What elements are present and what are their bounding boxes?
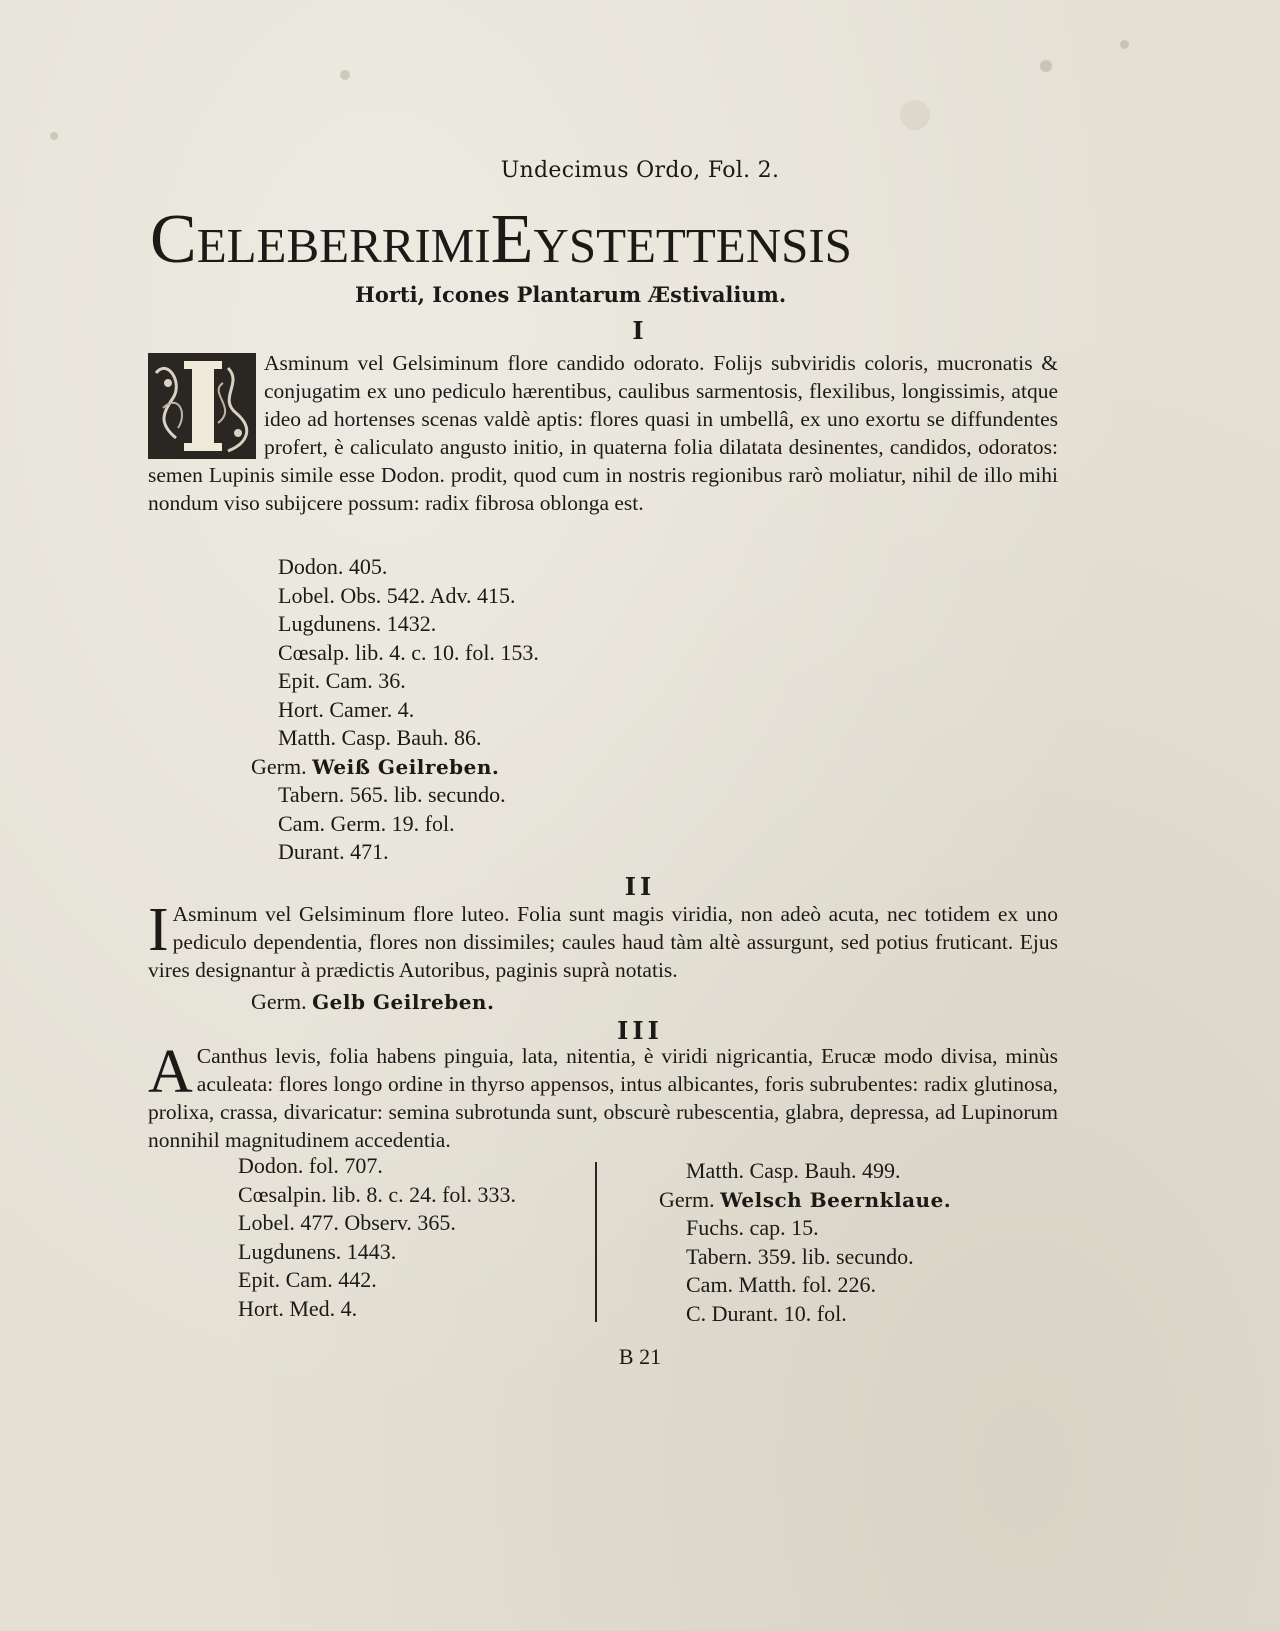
reference-line: Cœsalpin. lib. 8. c. 24. fol. 333. <box>238 1181 517 1207</box>
section-3-references-left <box>238 1152 516 1323</box>
paper-spot <box>1120 40 1129 49</box>
reference-line: Lobel. Obs. 542. Adv. 415. <box>278 582 516 608</box>
reference-line: Tabern. 565. lib. secundo. <box>278 782 506 807</box>
column-divider <box>595 1162 597 1322</box>
germ-label: Germ. <box>251 989 307 1014</box>
german-name-line <box>251 988 494 1017</box>
section-2-references <box>251 988 495 1017</box>
reference-line: Hort. Camer. 4. <box>278 696 415 722</box>
reference-line: Lugdunens. 1443. <box>238 1238 397 1264</box>
german-name-line <box>251 753 539 782</box>
reference-line: C. Durant. 10. fol. <box>686 1300 847 1326</box>
reference-line: Lugdunens. 1432. <box>278 611 437 636</box>
reference-line: Fuchs. cap. 15. <box>686 1215 819 1240</box>
page-title <box>150 200 1070 280</box>
title-word-1: Celeberrimi <box>150 201 491 278</box>
dropcap-letter: I <box>148 896 169 964</box>
german-name: Weiß Geilreben. <box>312 754 500 779</box>
section-2-paragraph <box>148 896 1058 984</box>
reference-line: Cam. Matth. fol. 226. <box>686 1272 877 1297</box>
section-3-text: Canthus levis, folia habens pinguia, lata, nitentia, è viridi nigricantia, Erucæ modo divisa, minùs aculeata: flores longo ordine in thyrso appensos, intus albicantes, foris subrubentes: radix glutinosa, prolixa, crassa, divaricatur: semina subrotunda sunt, obscurè rubescentia, glabra, depressa, ad Lupinorum nonnihil magnitudinem accedentia. <box>148 1044 1058 1152</box>
reference-line: Matth. Casp. Bauh. 499. <box>686 1158 901 1183</box>
section-3-paragraph <box>148 1038 1058 1154</box>
reference-line: Dodon. fol. 707. <box>238 1153 383 1178</box>
section-1-text: Asminum vel Gelsiminum flore candido odorato. Folijs subviridis coloris, mucronatis & conjugatim ex uno pediculo hærentibus, caulibus sarmentosis, flexilibus, longissimis, atque ideo ad hortenses scenas valdè aptis: flores quasi in umbellâ, ex uno exortu se diffundentes profert, è caliculato angusto initio, in quaterna folia dilatata desinentes, candidos, odoratos: semen Lupinis simile esse Dodon. prodit, quod cum in nostris regionibus rarò moliatur, nihil de illo mihi nondum viso subijcere possum: radix fibrosa oblonga est. <box>148 351 1058 515</box>
title-word-2: Eystettensis <box>490 201 852 278</box>
german-name: Welsch Beernklaue. <box>720 1187 952 1212</box>
reference-line: Lobel. 477. Observ. 365. <box>238 1210 456 1235</box>
dropcap-letter: A <box>148 1038 193 1106</box>
section-3-references-right <box>659 1157 952 1328</box>
germ-label: Germ. <box>659 1186 715 1212</box>
section-1-references <box>251 553 539 867</box>
reference-line: Epit. Cam. 442. <box>238 1267 377 1292</box>
reference-line: Cœsalp. lib. 4. c. 10. fol. 153. <box>278 639 539 665</box>
section-numeral-3: III <box>617 1016 663 1045</box>
reference-line: Cam. Germ. 19. fol. <box>278 810 455 836</box>
reference-line: Tabern. 359. lib. secundo. <box>686 1243 914 1269</box>
germ-label: Germ. <box>251 753 307 779</box>
reference-line: Matth. Casp. Bauh. 86. <box>278 725 482 750</box>
german-name-line <box>659 1186 951 1215</box>
subtitle: Horti, Icones Plantarum Æstivalium. <box>355 282 787 307</box>
reference-line: Durant. 471. <box>278 839 389 864</box>
section-2-text: Asminum vel Gelsiminum flore luteo. Folia sunt magis viridia, non adeò acuta, nec totidem ex uno pediculo dependentia, flores non dissimiles; caules haud tàm altè assurgunt, sed potius fruticant. Ejus vires designantur à prædictis Autoribus, paginis suprà notatis. <box>148 902 1058 982</box>
section-numeral-2: II <box>624 872 656 901</box>
paper-spot <box>1040 60 1052 72</box>
paper-spot <box>50 132 58 140</box>
reference-line: Dodon. 405. <box>278 554 388 579</box>
signature-mark: B 21 <box>618 1344 662 1369</box>
german-name: Gelb Geilreben. <box>312 990 495 1014</box>
reference-line: Hort. Med. 4. <box>238 1295 358 1321</box>
paper-spot <box>900 100 930 130</box>
running-head: Undecimus Ordo, Fol. 2. <box>500 158 780 183</box>
ornamental-initial-icon <box>148 353 256 459</box>
section-numeral-1: I <box>632 316 648 345</box>
reference-line: Epit. Cam. 36. <box>278 668 406 693</box>
section-1-paragraph <box>148 349 1058 517</box>
paper-spot <box>340 70 350 80</box>
